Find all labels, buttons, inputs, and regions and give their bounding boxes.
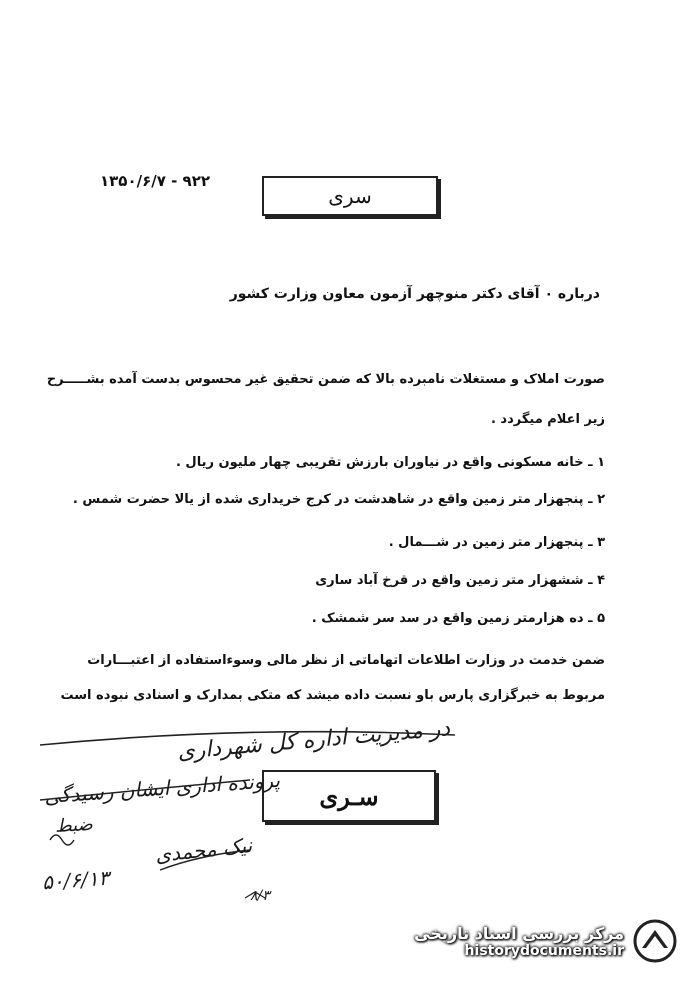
- closing-line: ضمن خدمت در وزارت اطلاعات اتهاماتی از نظر مالی وسوءاستفاده از اعتبـــارات: [87, 653, 605, 668]
- archive-watermark: [414, 918, 678, 964]
- handwritten-note: پرونده اداری ایشان رسیدگی: [43, 767, 281, 809]
- stamp-label: سـری: [319, 781, 379, 811]
- watermark-url: historydocuments.ir: [464, 942, 624, 959]
- closing-line: مربوط به خبرگزاری پارس باو نسبت داده میشد که متکی بمدارک و اسنادی نبوده است: [60, 688, 605, 703]
- subject-line: درباره ۰ آقای دکتر منوچهر آزمون معاون وزارت کشور: [229, 286, 600, 302]
- reference-number: ۱۳۵۰/۶/۷ - ۹۲۲: [100, 172, 211, 190]
- handwritten-date: ۵۰/۶/۱۳: [41, 865, 110, 895]
- handwritten-signature: نیک محمدی: [154, 832, 254, 868]
- intro-line: صورت املاک و مستغلات نامبرده بالا که ضمن تحقیق غیر محسوس بدست آمده بشـــــرح: [46, 372, 605, 387]
- list-item: ۳ ـ پنجهزار متر زمین در شـــمال .: [388, 535, 605, 550]
- list-item: ۲ ـ پنجهزار متر زمین واقع در شاهدشت در کرج خریداری شده از یالا حضرت شمس .: [72, 492, 605, 507]
- list-item: ۱ ـ خانه مسکونی واقع در نیاوران بارزش تقریبی چهار ملیون ریال .: [175, 455, 605, 470]
- archive-logo-icon: [632, 918, 678, 964]
- handwritten-note: در مدیریت اداره کل شهرداری: [175, 716, 451, 765]
- list-item: ۵ ـ ده هزارمتر زمین واقع در سد سر شمشک .: [311, 611, 605, 626]
- watermark-text: [414, 924, 624, 959]
- watermark-title: مرکز بررسی اسناد تاریخی: [414, 923, 624, 943]
- list-item: ۴ ـ ششهزار متر زمین واقع در قرخ آباد ساری: [315, 573, 605, 588]
- intro-line: زیر اعلام میگردد .: [490, 412, 605, 427]
- handwritten-note: ضبط: [54, 814, 94, 837]
- stamp-label: سری: [328, 184, 372, 208]
- handwritten-number: ۸/۳: [250, 888, 270, 904]
